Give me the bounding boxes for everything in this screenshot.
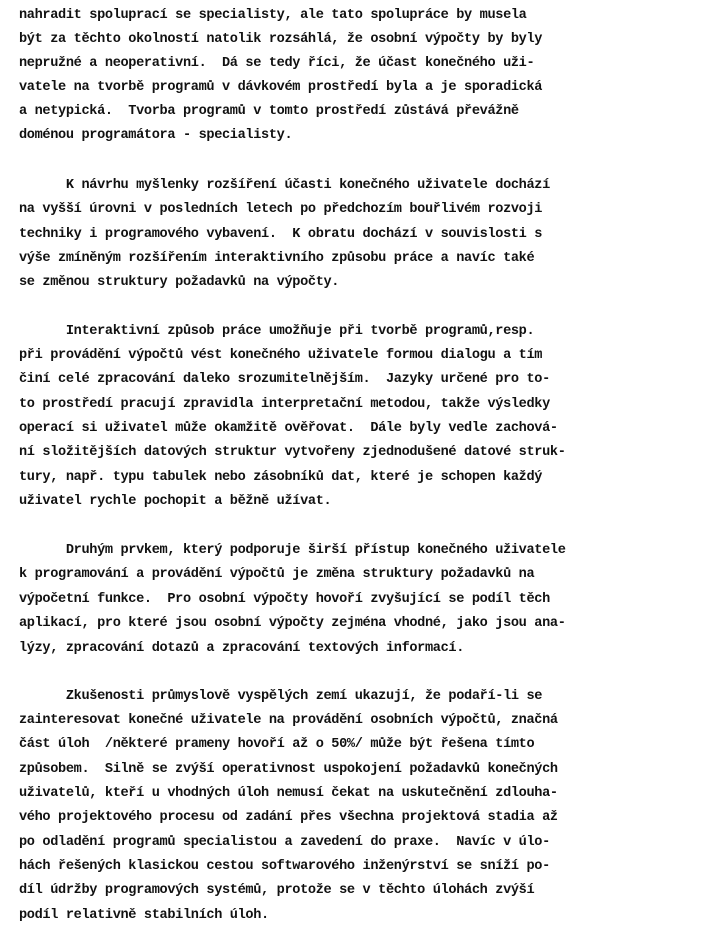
text-line: způsobem. Silně se zvýší operativnost uspokojení požadavků konečných — [19, 762, 558, 777]
text-line: a netypická. Tvorba programů v tomto prostředí zůstává převážně — [19, 104, 519, 119]
text-line: K návrhu myšlenky rozšíření účasti konečného uživatele dochází — [19, 178, 550, 193]
text-line: nahradit spoluprací se specialisty, ale tato spolupráce by musela — [19, 8, 527, 23]
text-line: část úloh /některé prameny hovoří až o 50%/ může být řešena tímto — [19, 737, 535, 752]
text-line: doménou programátora - specialisty. — [19, 128, 293, 143]
text-line: aplikací, pro které jsou osobní výpočty zejména vhodné, jako jsou ana- — [19, 616, 566, 631]
text-line: Druhým prvkem, který podporuje širší přístup konečného uživatele — [19, 543, 566, 558]
text-line: Interaktivní způsob práce umožňuje při tvorbě programů,resp. — [19, 324, 535, 339]
text-line: uživatelů, kteří u vhodných úloh nemusí čekat na uskutečnění zdlouha- — [19, 786, 558, 801]
text-line: tury, např. typu tabulek nebo zásobníků dat, které je schopen každý — [19, 470, 543, 485]
text-line: se změnou struktury požadavků na výpočty. — [19, 275, 340, 290]
text-line: výše zmíněným rozšířením interaktivního způsobu práce a navíc také — [19, 251, 535, 266]
text-line: to prostředí pracují zpravidla interpretační metodou, takže výsledky — [19, 397, 550, 412]
text-line: vatele na tvorbě programů v dávkovém prostředí byla a je sporadická — [19, 80, 543, 95]
text-line: činí celé zpracování daleko srozumitelnějším. Jazyky určené pro to- — [19, 372, 550, 387]
text-line: na vyšší úrovni v posledních letech po předchozím bouřlivém rozvoji — [19, 202, 543, 217]
text-line: operací si uživatel může okamžitě ověřovat. Dále byly vedle zachová- — [19, 421, 558, 436]
text-line: hách řešených klasickou cestou softwarového inženýrství se sníží po- — [19, 859, 550, 874]
text-line: díl údržby programových systémů, protože se v těchto úlohách zvýší — [19, 883, 535, 898]
text-line: vého projektového procesu od zadání přes všechna projektová stadia až — [19, 810, 558, 825]
text-line: ní složitějších datových struktur vytvořeny zjednodušené datové struk- — [19, 445, 566, 460]
text-line: být za těchto okolností natolik rozsáhlá, že osobní výpočty by byly — [19, 32, 543, 47]
text-line: lýzy, zpracování dotazů a zpracování textových informací. — [19, 641, 465, 656]
text-line: výpočetní funkce. Pro osobní výpočty hovoří zvyšující se podíl těch — [19, 592, 550, 607]
text-line: uživatel rychle pochopit a běžně užívat. — [19, 494, 332, 509]
text-line: k programování a provádění výpočtů je změna struktury požadavků na — [19, 567, 535, 582]
text-line: při provádění výpočtů vést konečného uživatele formou dialogu a tím — [19, 348, 543, 363]
text-line: nepružné a neoperativní. Dá se tedy říci, že účast konečného uži- — [19, 56, 535, 71]
text-line: techniky i programového vybavení. K obratu dochází v souvislosti s — [19, 227, 543, 242]
text-line: Zkušenosti průmyslově vyspělých zemí ukazují, že podaří-li se — [19, 689, 543, 704]
text-line: zainteresovat konečné uživatele na provádění osobních výpočtů, značná — [19, 713, 558, 728]
text-line: po odladění programů specialistou a zavedení do praxe. Navíc v úlo- — [19, 835, 550, 850]
text-line: podíl relativně stabilních úloh. — [19, 908, 269, 923]
